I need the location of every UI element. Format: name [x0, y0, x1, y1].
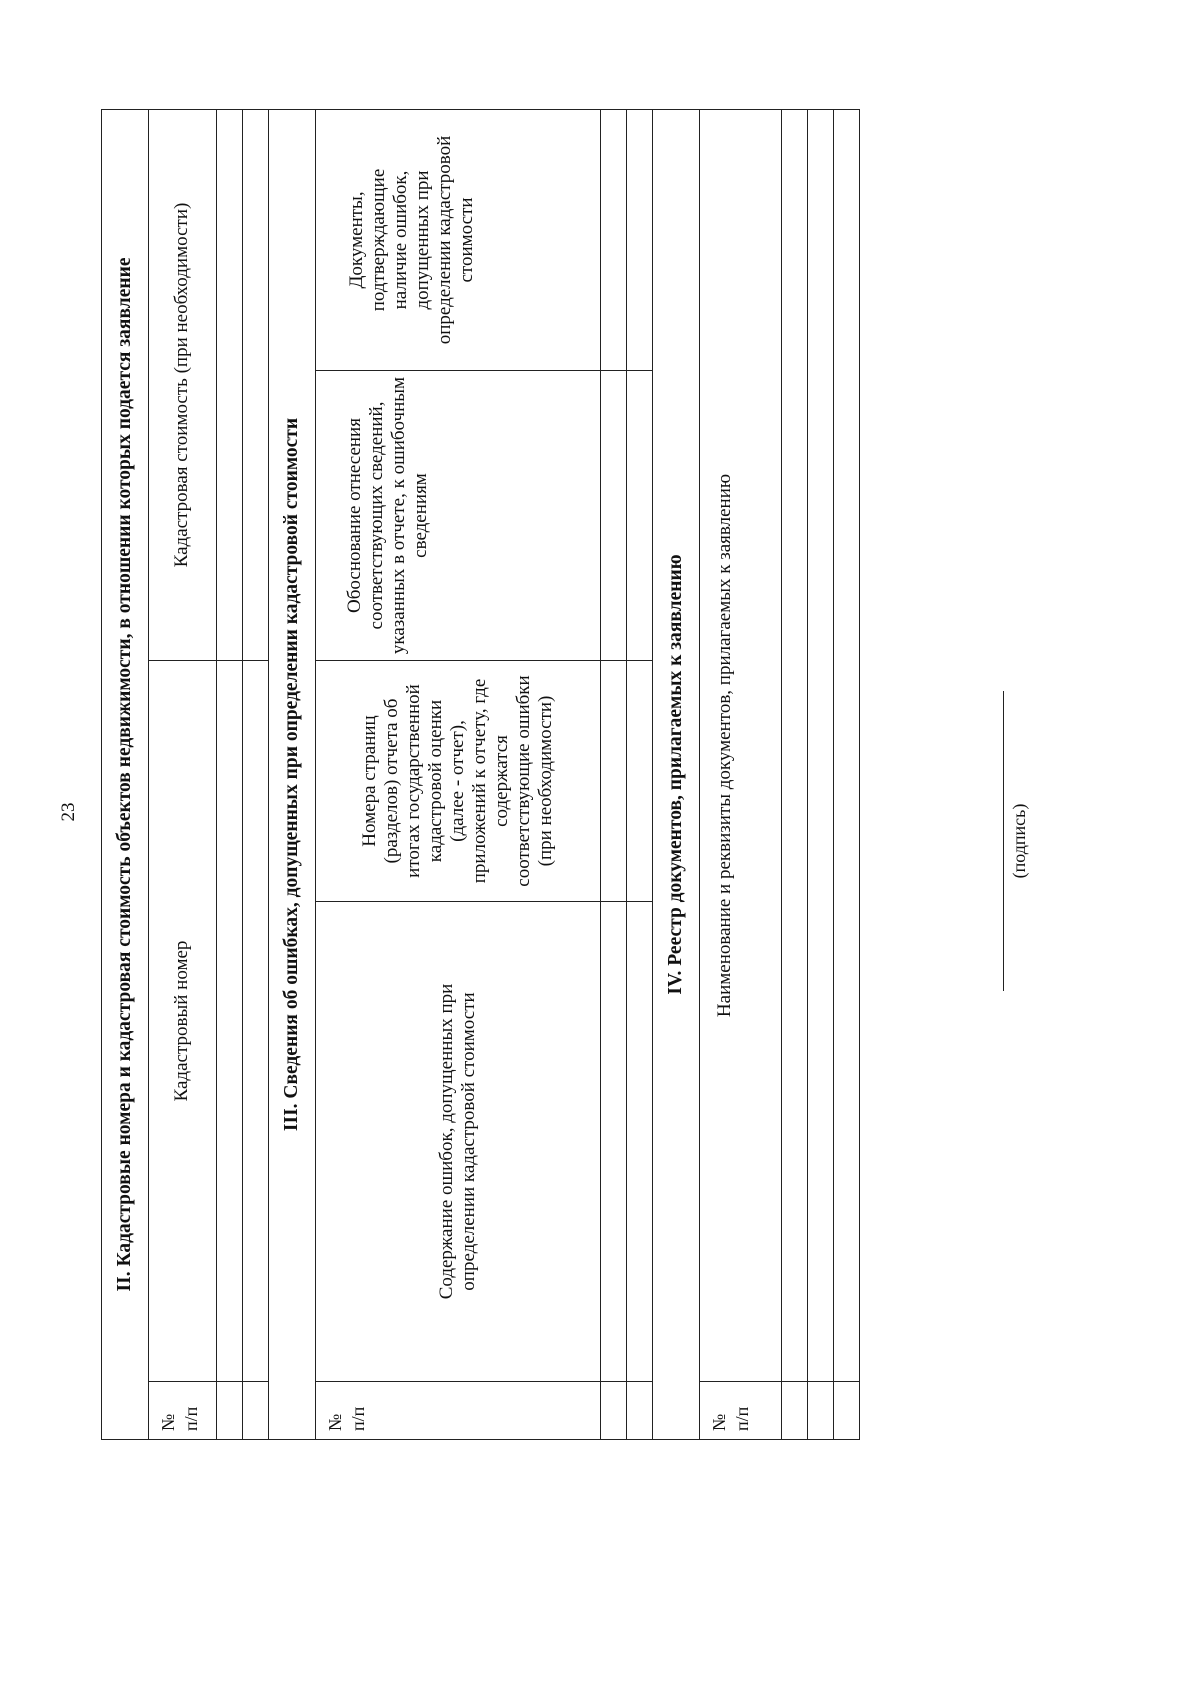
section-2-empty-row: [243, 109, 269, 1439]
cadastral-value-header: Кадастровая стоимость (при необходимости): [149, 109, 217, 660]
number-sign: №: [325, 1413, 345, 1431]
section-2-number-header: [149, 1382, 217, 1440]
document-name-header: Наименование и реквизиты документов, прилагаемых к заявлению: [700, 109, 782, 1381]
item-abbreviation: п/п: [180, 1406, 201, 1431]
table-cell[interactable]: [217, 109, 243, 660]
section-4-title: IV. Реестр документов, прилагаемых к заявлению: [653, 109, 700, 1439]
supporting-documents-header: [316, 109, 601, 370]
table-cell[interactable]: [601, 371, 627, 661]
section-4-empty-row: [808, 109, 834, 1439]
signature-caption: (подпись): [1009, 803, 1029, 879]
table-cell[interactable]: [601, 661, 627, 902]
report-pages-header: Номера страниц (разделов) отчета об итогах государственной кадастровой оценки (далее - отчет), приложений к отчету, где содержатся соответствующие ошибки (при необходимости): [316, 661, 601, 902]
error-content-label: Содержание ошибок, допущенных при определении кадастровой стоимости: [435, 983, 479, 1300]
table-cell[interactable]: [627, 902, 653, 1382]
table-cell[interactable]: [834, 109, 860, 1381]
section-3-empty-row: [601, 109, 627, 1439]
section-2-title: II. Кадастровые номера и кадастровая стоимость объектов недвижимости, в отношении которых подается заявление: [102, 109, 149, 1439]
application-form-table: [101, 109, 860, 1440]
table-cell[interactable]: [243, 109, 269, 660]
table-cell[interactable]: [243, 1382, 269, 1440]
supporting-documents-label: Документы, подтверждающие наличие ошибок, допущенных при определении кадастровой стоимости: [346, 135, 478, 345]
signature-line: [1003, 691, 1004, 991]
error-content-header: [316, 902, 601, 1382]
table-cell[interactable]: [782, 1382, 808, 1440]
table-cell[interactable]: [217, 661, 243, 1382]
table-cell[interactable]: [627, 109, 653, 370]
table-cell[interactable]: [601, 109, 627, 370]
table-cell[interactable]: [243, 661, 269, 1382]
section-4-empty-row: [782, 109, 808, 1439]
table-cell[interactable]: [808, 109, 834, 1381]
section-4-number-header: [700, 1382, 782, 1440]
section-3-empty-row: [627, 109, 653, 1439]
cadastral-number-header: Кадастровый номер: [149, 661, 217, 1382]
table-cell[interactable]: [808, 1382, 834, 1440]
table-cell[interactable]: [782, 109, 808, 1381]
number-sign: №: [158, 1413, 178, 1431]
section-3-title: III. Сведения об ошибках, допущенных при определении кадастровой стоимости: [269, 109, 316, 1439]
page-number: 23: [58, 802, 79, 822]
section-3-number-header: [316, 1382, 601, 1440]
table-cell[interactable]: [627, 661, 653, 902]
table-cell[interactable]: [217, 1382, 243, 1440]
section-2-empty-row: [217, 109, 243, 1439]
table-cell[interactable]: [601, 1382, 627, 1440]
table-cell[interactable]: [627, 1382, 653, 1440]
item-abbreviation: п/п: [347, 1406, 368, 1431]
table-cell[interactable]: [627, 371, 653, 661]
table-cell[interactable]: [834, 1382, 860, 1440]
number-sign: №: [709, 1413, 729, 1431]
table-cell[interactable]: [601, 902, 627, 1382]
justification-header: Обоснование отнесения соответствующих сведений, указанных в отчете, к ошибочным сведениям: [316, 371, 601, 661]
section-4-empty-row: [834, 109, 860, 1439]
item-abbreviation: п/п: [731, 1406, 752, 1431]
